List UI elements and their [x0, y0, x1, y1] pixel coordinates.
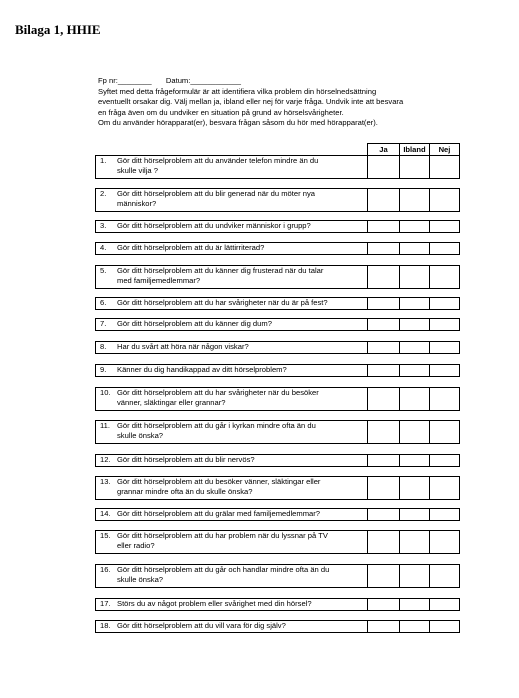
question-line-text: människor?: [117, 199, 157, 208]
form-header-line: [98, 76, 468, 87]
question-number: 5.: [100, 266, 107, 275]
answer-ja-cell[interactable]: [368, 421, 400, 444]
question-text-cell: [96, 221, 368, 233]
question-line-text: skulle önska?: [117, 575, 164, 584]
answer-ibland-cell[interactable]: [400, 298, 430, 310]
answer-nej-cell[interactable]: [430, 243, 460, 255]
question-number: 2.: [100, 189, 107, 198]
answer-ibland-cell[interactable]: [400, 266, 430, 289]
row-spacer: [96, 310, 460, 319]
row-spacer: [96, 377, 460, 388]
answer-ibland-cell[interactable]: [400, 221, 430, 233]
row-spacer: [96, 521, 460, 531]
question-line: [100, 531, 367, 541]
answer-ibland-cell[interactable]: [400, 621, 430, 633]
row-spacer: [96, 331, 460, 342]
question-line-text: Har du svårt att höra när någon viskar?: [117, 342, 249, 351]
question-line-text: Känner du dig handikappad av ditt hörselproblem?: [117, 365, 287, 374]
question-line-text: med familjemedlemmar?: [117, 276, 201, 285]
question-row: [96, 365, 460, 377]
spacer-cell: [96, 377, 460, 388]
question-line-text: Gör ditt hörselproblem att du blir nervös?: [117, 455, 255, 464]
spacer-cell: [96, 212, 460, 221]
question-line-text: grannar mindre ofta än du skulle önska?: [117, 487, 253, 496]
spacer-cell: [96, 255, 460, 266]
answer-ibland-cell[interactable]: [400, 421, 430, 444]
question-line-text: Gör ditt hörselproblem att du vill vara för dig själv?: [117, 621, 286, 630]
question-line: [100, 243, 367, 253]
question-line: [100, 565, 367, 575]
answer-ja-cell[interactable]: [368, 365, 400, 377]
answer-ibland-cell[interactable]: [400, 388, 430, 411]
question-row: [96, 156, 460, 179]
question-number: 16.: [100, 565, 111, 574]
question-line: [100, 189, 367, 199]
question-text-cell: [96, 477, 368, 500]
fp-label: Fp nr:________: [98, 76, 152, 85]
column-header-ja: Ja: [368, 144, 400, 156]
answer-nej-cell[interactable]: [430, 509, 460, 521]
intro-line: Syftet med detta frågeformulär är att identifiera vilka problem din hörselnedsättning: [98, 86, 377, 96]
question-number: 6.: [100, 298, 107, 307]
question-number: 9.: [100, 365, 107, 374]
blank-header-cell: [96, 144, 368, 156]
question-line: [100, 477, 367, 487]
question-text-cell: [96, 531, 368, 554]
spacer-cell: [96, 444, 460, 455]
question-line: [100, 421, 367, 431]
question-row: [96, 388, 460, 411]
column-header-nej: Nej: [430, 144, 460, 156]
question-line: [100, 575, 367, 585]
question-line-text: Gör ditt hörselproblem att du undviker människor i grupp?: [117, 221, 311, 230]
question-number: 11.: [100, 421, 110, 430]
answer-ja-cell[interactable]: [368, 156, 400, 179]
answer-nej-cell[interactable]: [430, 565, 460, 588]
question-line-text: Gör ditt hörselproblem att du är lättirriterad?: [117, 243, 265, 252]
question-line-text: Gör ditt hörselproblem att du känner dig dum?: [117, 319, 272, 328]
question-line: [100, 541, 367, 551]
question-text-cell: [96, 243, 368, 255]
row-spacer: [96, 554, 460, 565]
question-number: 12.: [100, 455, 111, 464]
question-text-cell: [96, 298, 368, 310]
spacer-cell: [96, 310, 460, 319]
answer-ibland-cell[interactable]: [400, 243, 430, 255]
row-spacer: [96, 255, 460, 266]
question-number: 1.: [100, 156, 107, 165]
spacer-cell: [96, 521, 460, 531]
question-row: [96, 599, 460, 611]
answer-ja-cell[interactable]: [368, 243, 400, 255]
intro-line: Om du använder hörapparat(er), besvara frågan såsom du hör med hörapparat(er).: [98, 118, 378, 127]
question-text-cell: [96, 509, 368, 521]
answer-nej-cell[interactable]: [430, 266, 460, 289]
question-line-text: Gör ditt hörselproblem att du har problem när du lyssnar på TV: [117, 531, 328, 540]
spacer-cell: [96, 411, 460, 421]
question-row: [96, 221, 460, 233]
questionnaire-table: [95, 143, 460, 633]
datum-label: Datum:____________: [165, 76, 242, 85]
question-row: [96, 243, 460, 255]
answer-ibland-cell[interactable]: [400, 477, 430, 500]
answer-ibland-cell[interactable]: [400, 531, 430, 554]
answer-ja-cell[interactable]: [368, 189, 400, 212]
answer-ja-cell[interactable]: [368, 455, 400, 467]
question-line: [100, 166, 367, 176]
intro-block: [98, 76, 468, 129]
question-number: 3.: [100, 221, 107, 230]
answer-ja-cell[interactable]: [368, 266, 400, 289]
question-number: 10.: [100, 388, 111, 397]
intro-line: en fråga även om du undviker en situation på grund av hörselsvårigheter.: [98, 107, 344, 117]
question-line-text: skulle önska?: [117, 431, 164, 440]
question-line-text: Gör ditt hörselproblem att du använder telefon mindre än du: [117, 156, 319, 165]
question-line-text: Gör ditt hörselproblem att du besöker vänner, släktingar eller: [117, 477, 321, 486]
question-line: [100, 455, 367, 465]
row-spacer: [96, 289, 460, 298]
question-line: [100, 398, 367, 408]
question-row: [96, 509, 460, 521]
question-line: [100, 221, 367, 231]
row-spacer: [96, 467, 460, 477]
question-line: [100, 431, 367, 441]
question-number: 14.: [100, 509, 111, 518]
spacer-cell: [96, 289, 460, 298]
question-text-cell: [96, 388, 368, 411]
question-text-cell: [96, 565, 368, 588]
answer-ja-cell[interactable]: [368, 298, 400, 310]
question-line: [100, 199, 367, 209]
spacer-cell: [96, 500, 460, 509]
question-text-cell: [96, 455, 368, 467]
question-line-text: Gör ditt hörselproblem att du har svårigheter när du besöker: [117, 388, 319, 397]
question-line: [100, 365, 367, 375]
question-line: [100, 621, 367, 631]
answer-nej-cell[interactable]: [430, 365, 460, 377]
answer-nej-cell[interactable]: [430, 477, 460, 500]
question-number: 13.: [100, 477, 111, 486]
answer-ja-cell[interactable]: [368, 342, 400, 354]
question-row: [96, 342, 460, 354]
spacer-cell: [96, 354, 460, 365]
question-line-text: Gör ditt hörselproblem att du går i kyrkan mindre ofta än du: [117, 421, 316, 430]
question-number: 4.: [100, 243, 107, 252]
question-row: [96, 189, 460, 212]
question-line: [100, 156, 367, 166]
question-line: [100, 276, 367, 286]
answer-nej-cell[interactable]: [430, 156, 460, 179]
answer-ibland-cell[interactable]: [400, 455, 430, 467]
question-line-text: Gör ditt hörselproblem att du blir generad när du möter nya: [117, 189, 315, 198]
question-row: [96, 531, 460, 554]
answer-ja-cell[interactable]: [368, 565, 400, 588]
question-row: [96, 298, 460, 310]
question-line: [100, 487, 367, 497]
question-text-cell: [96, 421, 368, 444]
question-row: [96, 621, 460, 633]
row-spacer: [96, 411, 460, 421]
question-line-text: eller radio?: [117, 541, 155, 550]
row-spacer: [96, 212, 460, 221]
answer-nej-cell[interactable]: [430, 342, 460, 354]
question-text-cell: [96, 599, 368, 611]
answer-ibland-cell[interactable]: [400, 365, 430, 377]
answer-nej-cell[interactable]: [430, 421, 460, 444]
answer-ja-cell[interactable]: [368, 531, 400, 554]
answer-ibland-cell[interactable]: [400, 319, 430, 331]
question-row: [96, 319, 460, 331]
question-text-cell: [96, 266, 368, 289]
question-line-text: Gör ditt hörselproblem att du grälar med familjemedlemmar?: [117, 509, 321, 518]
question-row: [96, 565, 460, 588]
question-line: [100, 266, 367, 276]
answer-ja-cell[interactable]: [368, 388, 400, 411]
answer-nej-cell[interactable]: [430, 599, 460, 611]
answer-nej-cell[interactable]: [430, 388, 460, 411]
question-text-cell: [96, 621, 368, 633]
question-line: [100, 342, 367, 352]
answer-nej-cell[interactable]: [430, 221, 460, 233]
answer-ja-cell[interactable]: [368, 621, 400, 633]
question-row: [96, 455, 460, 467]
question-row: [96, 266, 460, 289]
answer-ibland-cell[interactable]: [400, 342, 430, 354]
answer-nej-cell[interactable]: [430, 189, 460, 212]
intro-line: eventuellt orsakar dig. Välj mellan ja, ibland eller nej för varje fråga. Undvik inte att besvara: [98, 97, 404, 106]
row-spacer: [96, 500, 460, 509]
question-number: 15.: [100, 531, 111, 540]
question-text-cell: [96, 156, 368, 179]
question-text-cell: [96, 319, 368, 331]
answer-nej-cell[interactable]: [430, 455, 460, 467]
answer-nej-cell[interactable]: [430, 298, 460, 310]
question-number: 7.: [100, 319, 107, 328]
answer-ja-cell[interactable]: [368, 509, 400, 521]
spacer-cell: [96, 467, 460, 477]
question-text-cell: [96, 189, 368, 212]
answer-nej-cell[interactable]: [430, 531, 460, 554]
answer-ja-cell[interactable]: [368, 477, 400, 500]
row-spacer: [96, 588, 460, 599]
question-number: 17.: [100, 599, 111, 608]
question-text-cell: [96, 365, 368, 377]
question-line-text: Gör ditt hörselproblem att du går och handlar mindre ofta än du: [117, 565, 330, 574]
answer-ibland-cell[interactable]: [400, 189, 430, 212]
question-line-text: Störs du av något problem eller svårighet med din hörsel?: [117, 599, 312, 608]
row-spacer: [96, 611, 460, 621]
question-line: [100, 509, 367, 519]
question-line-text: Gör ditt hörselproblem att du känner dig frusterad när du talar: [117, 266, 324, 275]
question-line: [100, 298, 367, 308]
answer-ja-cell[interactable]: [368, 599, 400, 611]
question-row: [96, 421, 460, 444]
question-row: [96, 477, 460, 500]
answer-ibland-cell[interactable]: [400, 156, 430, 179]
answer-ja-cell[interactable]: [368, 221, 400, 233]
row-spacer: [96, 179, 460, 189]
row-spacer: [96, 354, 460, 365]
question-number: 18.: [100, 621, 111, 630]
row-spacer: [96, 233, 460, 243]
question-line-text: vänner, släktingar eller grannar?: [117, 398, 226, 407]
question-line: [100, 388, 367, 398]
spacer-cell: [96, 179, 460, 189]
spacer-cell: [96, 554, 460, 565]
document-title: Bilaga 1, HHIE: [15, 22, 101, 37]
spacer-cell: [96, 233, 460, 243]
question-line-text: Gör ditt hörselproblem att du har svårigheter när du är på fest?: [117, 298, 328, 307]
answer-nej-cell[interactable]: [430, 621, 460, 633]
question-number: 8.: [100, 342, 107, 351]
answer-ibland-cell[interactable]: [400, 599, 430, 611]
answer-nej-cell[interactable]: [430, 319, 460, 331]
column-header-ibland: Ibland: [400, 144, 430, 156]
spacer-cell: [96, 611, 460, 621]
question-line: [100, 319, 367, 329]
question-text-cell: [96, 342, 368, 354]
row-spacer: [96, 444, 460, 455]
answer-ja-cell[interactable]: [368, 319, 400, 331]
answer-ibland-cell[interactable]: [400, 565, 430, 588]
question-line: [100, 599, 367, 609]
answer-ibland-cell[interactable]: [400, 509, 430, 521]
spacer-cell: [96, 331, 460, 342]
question-line-text: skulle vilja ?: [117, 166, 158, 175]
spacer-cell: [96, 588, 460, 599]
